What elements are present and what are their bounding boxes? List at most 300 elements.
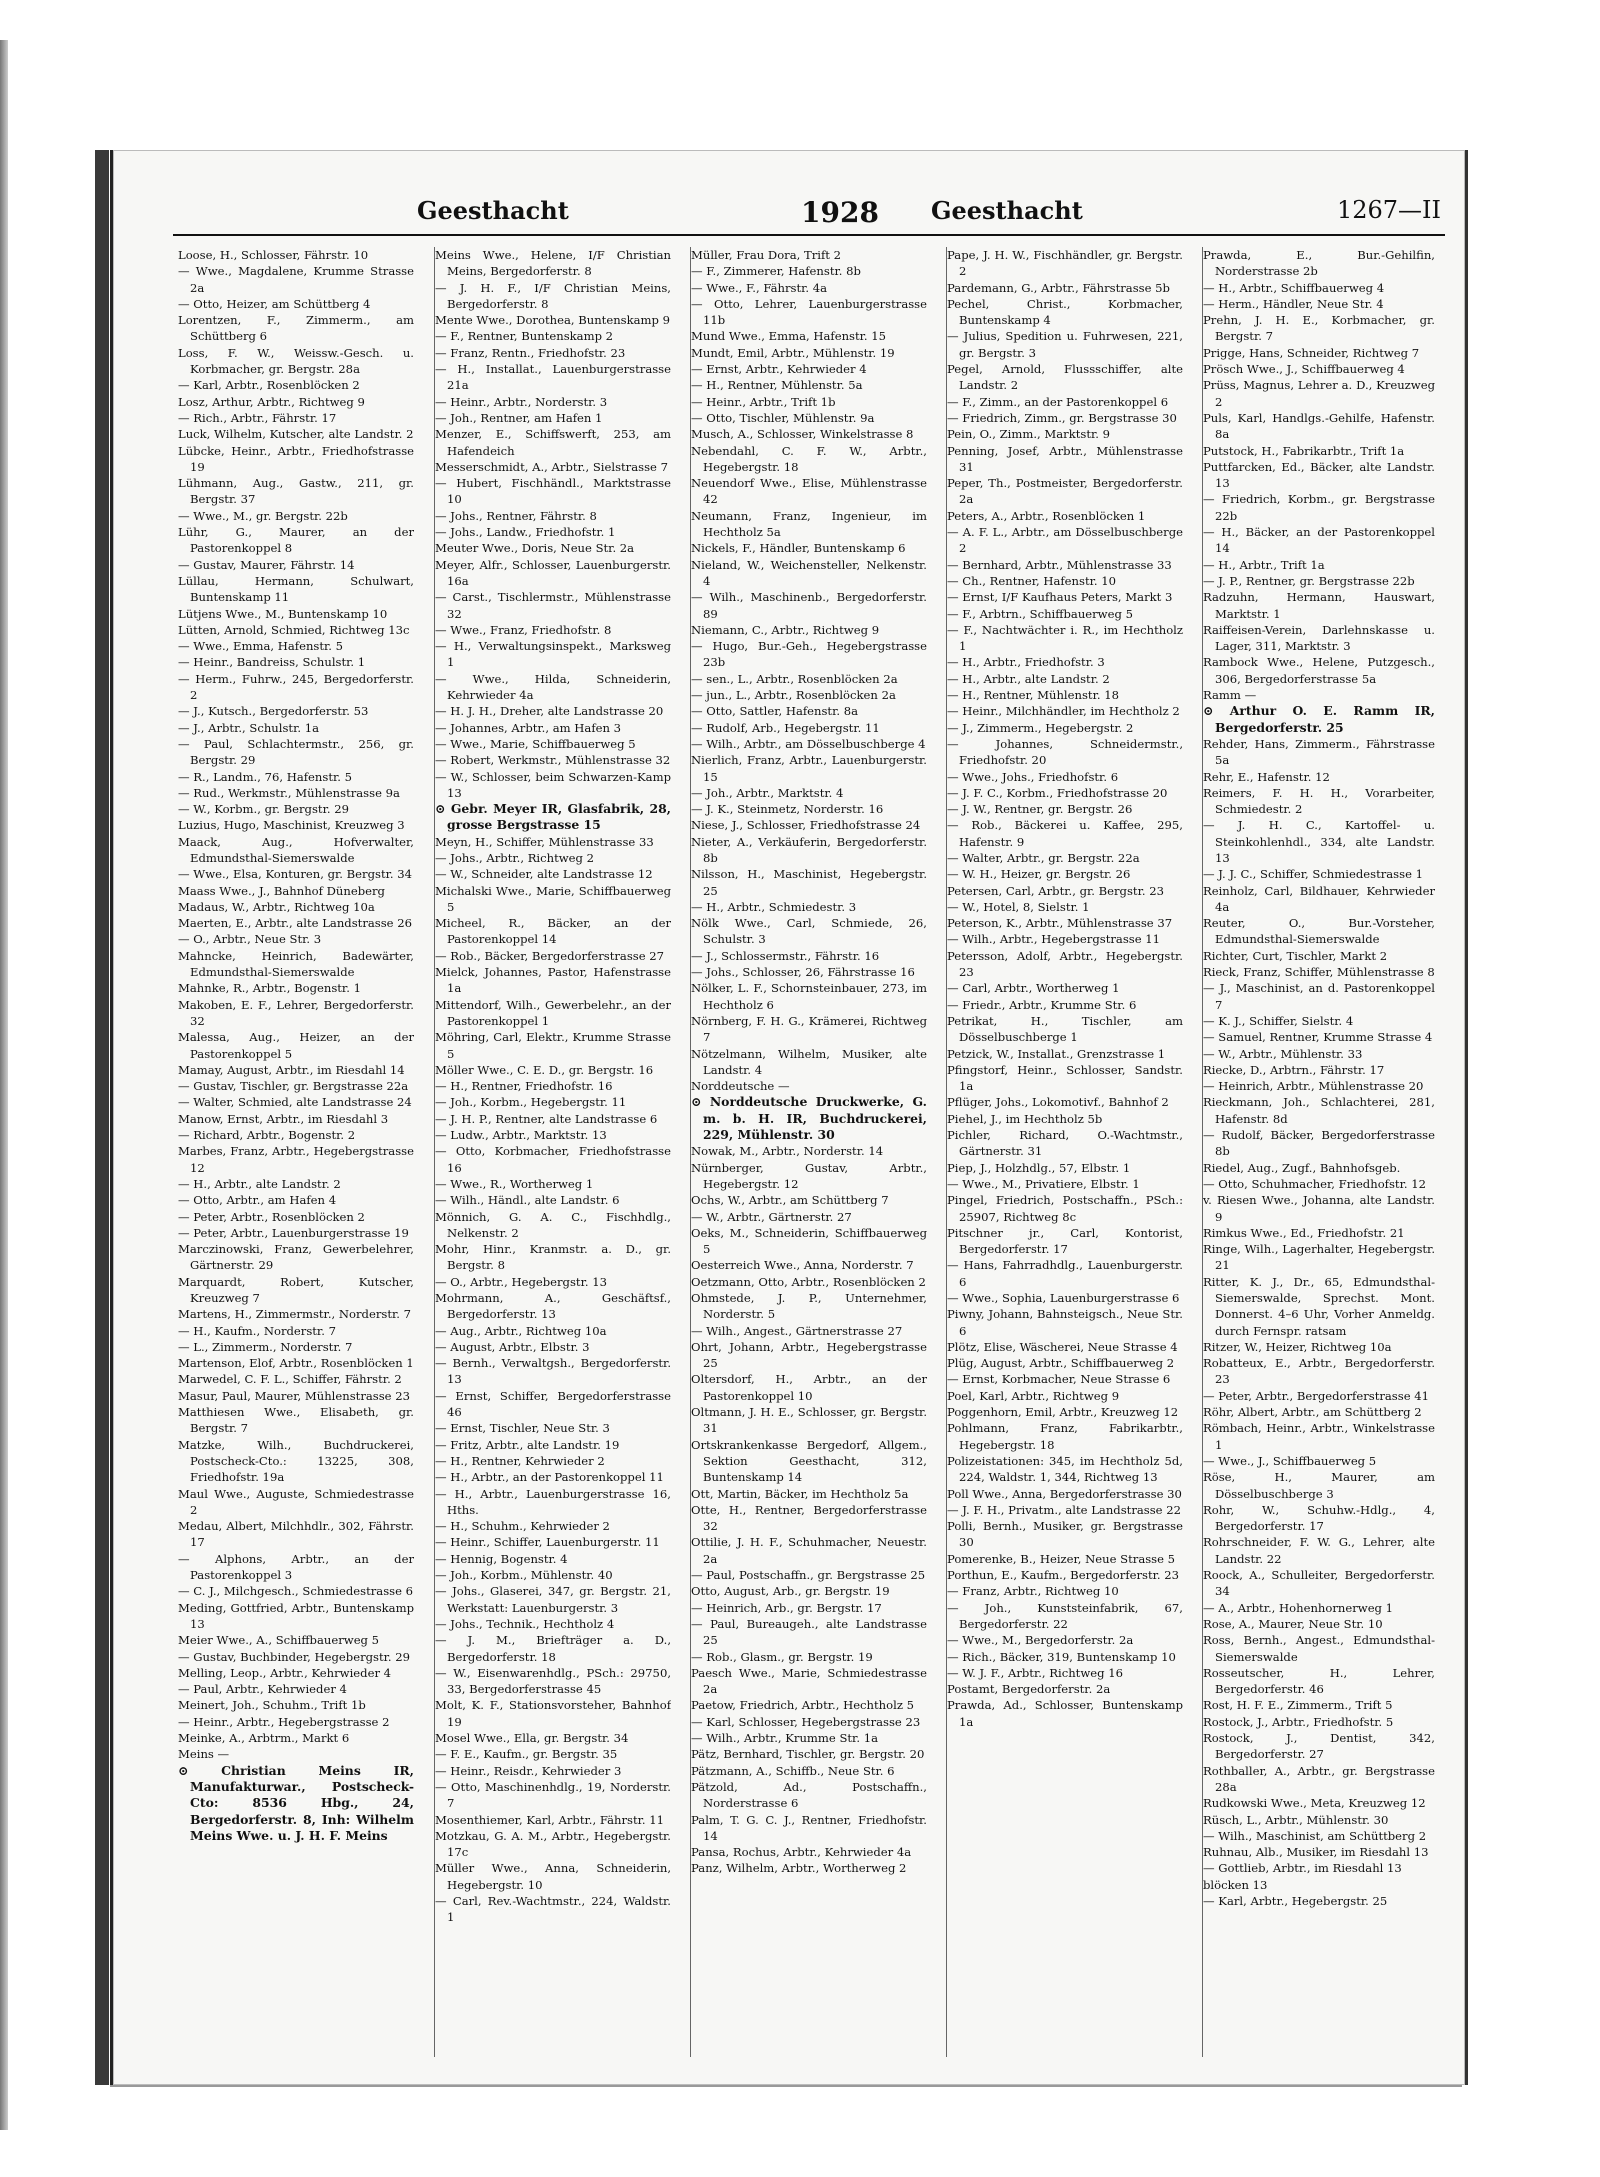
directory-entry: — H., Bäcker, an der Pastorenkoppel 14	[1203, 525, 1435, 556]
directory-entry: — H., Rentner, Mühlenstr. 18	[947, 688, 1119, 703]
directory-entry: — J. H. P., Rentner, alte Landstrasse 6	[435, 1111, 658, 1126]
directory-entry: Rostock, J., Dentist, 342, Bergedorferstr. 27	[1203, 1731, 1435, 1762]
directory-entry: — Ernst, Korbmacher, Neue Strasse 6	[947, 1372, 1171, 1387]
header-town-left: Geesthacht	[417, 196, 569, 225]
directory-entry: — Johs., Glaserei, 347, gr. Bergstr. 21, Werkstatt: Lauenburgerstr. 3	[435, 1584, 671, 1615]
directory-entry: Martens, H., Zimmermstr., Norderstr. 7	[178, 1307, 411, 1322]
column-4	[946, 247, 1183, 2057]
directory-entry: Piwny, Johann, Bahnsteigsch., Neue Str. 6	[947, 1307, 1183, 1338]
directory-entry: Paetow, Friedrich, Arbtr., Hechtholz 5	[691, 1698, 915, 1713]
directory-entry: — H., Installat., Lauenburgerstrasse 21a	[435, 362, 671, 393]
directory-entry: — Samuel, Rentner, Krumme Strasse 4	[1203, 1030, 1433, 1045]
directory-entry: Ringe, Wilh., Lagerhalter, Hegebergstr. 21	[1203, 1242, 1435, 1273]
directory-entry: Maack, Aug., Hofverwalter, Edmundsthal-Siemerswalde	[178, 834, 414, 865]
directory-entry: Oeks, M., Schneiderin, Schiffbauerweg 5	[691, 1225, 927, 1257]
directory-entry: — H., Rentner, Kehrwieder 2	[435, 1453, 605, 1468]
directory-entry: — Hugo, Bur.-Geh., Hegebergstrasse 23b	[691, 639, 927, 670]
directory-entry: — Herm., Fuhrw., 245, Bergedorferstr. 2	[178, 671, 414, 703]
directory-entry: Maul Wwe., Auguste, Schmiedestrasse 2	[178, 1486, 414, 1517]
page-bottom-edge	[110, 2085, 1462, 2087]
directory-entry: Marbes, Franz, Arbtr., Hegebergstrasse 12	[178, 1144, 414, 1175]
directory-entry: — Richard, Arbtr., Bogenstr. 2	[178, 1128, 356, 1143]
directory-entry: Meyn, H., Schiffer, Mühlenstrasse 33	[435, 834, 654, 849]
directory-entry: Pegel, Arnold, Flussschiffer, alte Landstr. 2	[947, 362, 1183, 393]
directory-entry: Petersson, Adolf, Arbtr., Hegebergstr. 23	[947, 948, 1183, 980]
directory-entry: — L., Zimmerm., Norderstr. 7	[178, 1339, 353, 1354]
directory-entry: — Heinr., Reisdr., Kehrwieder 3	[435, 1763, 622, 1778]
directory-entry: Lüllau, Hermann, Schulwart, Buntenskamp 11	[178, 573, 414, 605]
directory-entry: — H., Arbtr., Friedhofstr. 3	[947, 655, 1105, 670]
directory-entry: — Ernst, Tischler, Neue Str. 3	[435, 1421, 610, 1436]
directory-entry: ⊙ Gebr. Meyer IR, Glasfabrik, 28, grosse Bergstrasse 15	[435, 801, 671, 833]
directory-entry: Meins Wwe., Helene, I/F Christian Meins, Bergedorferstr. 8	[435, 248, 671, 279]
directory-entry: — Wwe., R., Wortherweg 1	[435, 1176, 594, 1191]
directory-entry: Pechel, Christ., Korbmacher, Buntenskamp 4	[947, 296, 1183, 328]
directory-entry: — J. P., Rentner, gr. Bergstrasse 22b	[1203, 573, 1415, 588]
directory-entry: Petersen, Carl, Arbtr., gr. Bergstr. 23	[947, 883, 1164, 898]
directory-entry: Peper, Th., Postmeister, Bergedorferstr. 2a	[947, 476, 1183, 507]
directory-entry: — Joh., Arbtr., Marktstr. 4	[691, 785, 844, 800]
directory-entry: — Paul, Postschaffn., gr. Bergstrasse 25	[691, 1568, 926, 1583]
directory-entry: Prawda, E., Bur.-Gehilfin, Norderstrasse 2b	[1203, 248, 1435, 279]
directory-entry: Plüg, August, Arbtr., Schiffbauerweg 2	[947, 1356, 1175, 1371]
directory-entry: Marwedel, C. F. L., Schiffer, Fährstr. 2	[178, 1372, 402, 1387]
directory-entry: — F. E., Kaufm., gr. Bergstr. 35	[435, 1747, 618, 1762]
directory-entry: Meuter Wwe., Doris, Neue Str. 2a	[435, 541, 635, 556]
directory-entry: — A. F. L., Arbtr., am Dösselbuschberge 2	[947, 525, 1183, 556]
directory-entry: — Rudolf, Arb., Hegebergstr. 11	[691, 720, 880, 735]
directory-entry: Mamay, August, Arbtr., im Riesdahl 14	[178, 1062, 405, 1077]
directory-entry: Rost, H. F. E., Zimmerm., Trift 5	[1203, 1698, 1393, 1713]
directory-entry: Mohr, Hinr., Kranmstr. a. D., gr. Bergstr. 8	[435, 1242, 671, 1273]
directory-entry: — W., Korbm., gr. Bergstr. 29	[178, 802, 349, 817]
directory-entry: — H. J. H., Dreher, alte Landstrasse 20	[435, 704, 664, 719]
directory-entry: — Friedr., Arbtr., Krumme Str. 6	[947, 997, 1137, 1012]
directory-entry: — Walter, Arbtr., gr. Bergstr. 22a	[947, 850, 1140, 865]
directory-entry: Panz, Wilhelm, Arbtr., Wortherweg 2	[691, 1861, 907, 1876]
directory-entry: Nowak, M., Arbtr., Norderstr. 14	[691, 1144, 884, 1159]
column-1	[178, 247, 414, 2057]
directory-entry: — Heinrich, Arb., gr. Bergstr. 17	[691, 1600, 882, 1615]
directory-entry: — Friedrich, Korbm., gr. Bergstrasse 22b	[1203, 492, 1435, 523]
directory-entry: Loss, F. W., Weissw.-Gesch. u. Korbmacher, gr. Bergstr. 28a	[178, 345, 414, 377]
directory-entry: — Rob., Glasm., gr. Bergstr. 19	[691, 1649, 873, 1664]
directory-entry: Ochs, W., Arbtr., am Schüttberg 7	[691, 1193, 889, 1208]
directory-entry: Oetzmann, Otto, Arbtr., Rosenblöcken 2	[691, 1274, 926, 1289]
directory-entry: — Peter, Arbtr., Bergedorferstrasse 41	[1203, 1388, 1430, 1403]
directory-entry: — Heinrich, Arbtr., Mühlenstrasse 20	[1203, 1079, 1424, 1094]
directory-entry: Matthiesen Wwe., Elisabeth, gr. Bergstr. 7	[178, 1405, 414, 1436]
directory-entry: — Johs., Rentner, Fährstr. 8	[435, 508, 597, 523]
directory-entry: Reinholz, Carl, Bildhauer, Kehrwieder 4a	[1203, 883, 1435, 914]
directory-entry: Masur, Paul, Maurer, Mühlenstrasse 23	[178, 1388, 410, 1403]
directory-entry: Reuter, O., Bur.-Vorsteher, Edmundsthal-Siemerswalde	[1203, 916, 1435, 947]
directory-entry: Piep, J., Holzhdlg., 57, Elbstr. 1	[947, 1160, 1131, 1175]
directory-entry: Mundt, Emil, Arbtr., Mühlenstr. 19	[691, 345, 895, 360]
directory-entry: — Karl, Arbtr., Rosenblöcken 2	[178, 378, 360, 393]
directory-entry: Müller, Frau Dora, Trift 2	[691, 248, 841, 262]
directory-entry: Marczinowski, Franz, Gewerbelehrer, Gärtnerstr. 29	[178, 1242, 414, 1273]
directory-entry: Nilsson, H., Maschinist, Hegebergstr. 25	[691, 867, 927, 898]
directory-entry: — Otto, Tischler, Mühlenstr. 9a	[691, 410, 875, 425]
directory-entry: Pingel, Friedrich, Postschaffn., PSch.: 25907, Richtweg 8c	[947, 1193, 1183, 1224]
directory-entry: — W., Arbtr., Mühlenstr. 33	[1203, 1046, 1363, 1061]
directory-entry: Lorentzen, F., Zimmerm., am Schüttberg 6	[178, 313, 414, 344]
directory-entry: Postamt, Bergedorferstr. 2a	[947, 1682, 1111, 1697]
page-header	[173, 196, 1445, 236]
directory-entry: — Ch., Rentner, Hafenstr. 10	[947, 573, 1116, 588]
directory-entry: Lübcke, Heinr., Arbtr., Friedhofstrasse 19	[178, 443, 414, 474]
directory-entry: Luzius, Hugo, Maschinist, Kreuzweg 3	[178, 818, 405, 833]
directory-entry: — Rob., Bäcker, Bergedorferstrasse 27	[435, 948, 665, 963]
directory-entry: Möller Wwe., C. E. D., gr. Bergstr. 16	[435, 1062, 654, 1077]
directory-entry: — H., Arbtr., Schmiedestr. 3	[691, 899, 857, 914]
directory-entry: — H., Schuhm., Kehrwieder 2	[435, 1519, 610, 1534]
directory-entry: — Otto, Lehrer, Lauenburgerstrasse 11b	[691, 296, 927, 328]
directory-entry: Mosenthiemer, Karl, Arbtr., Fährstr. 11	[435, 1812, 665, 1827]
directory-entry: Puls, Karl, Handlgs.-Gehilfe, Hafenstr. 8a	[1203, 410, 1435, 442]
directory-entry: — Otto, Maschinenhdlg., 19, Norderstr. 7	[435, 1779, 671, 1811]
directory-entry: Raiffeisen-Verein, Darlehnskasse u. Lager, 311, Marktstr. 3	[1203, 622, 1435, 654]
directory-entry: Nickels, F., Händler, Buntenskamp 6	[691, 541, 906, 556]
directory-entry: Paesch Wwe., Marie, Schmiedestrasse 2a	[691, 1665, 927, 1697]
directory-entry: — Joh., Korbm., Mühlenstr. 40	[435, 1568, 613, 1583]
directory-entry: — Bernh., Verwaltgsh., Bergedorferstr. 13	[435, 1356, 671, 1387]
directory-entry: — Wwe., Marie, Schiffbauerweg 5	[435, 736, 636, 751]
directory-entry: Nierlich, Franz, Arbtr., Lauenburgerstr. 15	[691, 753, 927, 784]
directory-entry: Ritzer, W., Heizer, Richtweg 10a	[1203, 1339, 1392, 1354]
directory-entry: — Rich., Bäcker, 319, Buntenskamp 10	[947, 1649, 1176, 1664]
directory-entry: Rehr, E., Hafenstr. 12	[1203, 769, 1330, 784]
directory-entry: — H., Rentner, Mühlenstr. 5a	[691, 378, 863, 393]
directory-entry: v. Riesen Wwe., Johanna, alte Landstr. 9	[1203, 1193, 1435, 1224]
directory-entry: Medau, Albert, Milchhdlr., 302, Fährstr. 17	[178, 1519, 414, 1550]
directory-entry: — Carl, Rev.-Wachtmstr., 224, Waldstr. 1	[435, 1893, 671, 1925]
directory-entry: Rehder, Hans, Zimmerm., Fährstrasse 5a	[1203, 736, 1435, 768]
directory-entry: — O., Arbtr., Neue Str. 3	[178, 932, 322, 947]
directory-entry: Losz, Arthur, Arbtr., Richtweg 9	[178, 394, 365, 409]
directory-entry: — W. J. F., Arbtr., Richtweg 16	[947, 1665, 1123, 1680]
directory-entry: — J., Schlossermstr., Fährstr. 16	[691, 948, 880, 963]
directory-entry: — Johs., Arbtr., Richtweg 2	[435, 850, 595, 865]
directory-entry: — F., Zimmerer, Hafenstr. 8b	[691, 264, 861, 279]
directory-entry: Mielck, Johannes, Pastor, Hafenstrasse 1a	[435, 965, 671, 996]
directory-entry: — Walter, Schmied, alte Landstrasse 24	[178, 1095, 412, 1110]
directory-entry: Neuendorf Wwe., Elise, Mühlenstrasse 42	[691, 476, 927, 507]
directory-entry: — Gustav, Maurer, Fährstr. 14	[178, 557, 355, 572]
directory-entry: Pätzmann, A., Schiffb., Neue Str. 6	[691, 1763, 895, 1778]
directory-entry: Peters, A., Arbtr., Rosenblöcken 1	[947, 508, 1146, 523]
column-5	[1202, 247, 1435, 2057]
directory-entry: Rambock Wwe., Helene, Putzgesch., 306, Bergedorferstrasse 5a	[1203, 655, 1435, 686]
directory-entry: — Rud., Werkmstr., Mühlenstrasse 9a	[178, 785, 400, 800]
directory-entry: — Franz, Rentn., Friedhofstr. 23	[435, 345, 626, 360]
directory-entry: Rudkowski Wwe., Meta, Kreuzweg 12	[1203, 1796, 1426, 1811]
directory-entry: — Wwe., M., gr. Bergstr. 22b	[178, 508, 348, 523]
column-2	[434, 247, 671, 2057]
directory-entry: — Hans, Fahrradhdlg., Lauenburgerstr. 6	[947, 1258, 1183, 1289]
directory-entry: Rimkus Wwe., Ed., Friedhofstr. 21	[1203, 1225, 1405, 1240]
directory-entry: — Ernst, Schiffer, Bergedorferstrasse 46	[435, 1388, 671, 1420]
directory-entry: — J., Kutsch., Bergedorferstr. 53	[178, 704, 369, 719]
directory-entry: Maerten, E., Arbtr., alte Landstrasse 26	[178, 916, 412, 931]
directory-entry: Mahnke, R., Arbtr., Bogenstr. 1	[178, 981, 361, 996]
directory-entry: Poel, Karl, Arbtr., Richtweg 9	[947, 1388, 1120, 1403]
directory-entry: Peterson, K., Arbtr., Mühlenstrasse 37	[947, 916, 1173, 931]
directory-entry: Otto, August, Arb., gr. Bergstr. 19	[691, 1584, 890, 1599]
directory-entry: — Joh., Rentner, am Hafen 1	[435, 410, 603, 425]
directory-entry: — Fritz, Arbtr., alte Landstr. 19	[435, 1437, 620, 1452]
directory-entry: Röhr, Albert, Arbtr., am Schüttberg 2	[1203, 1405, 1422, 1420]
directory-entry: — A., Arbtr., Hohenhornerweg 1	[1203, 1600, 1394, 1615]
directory-entry: — Johs., Schlosser, 26, Fährstrasse 16	[691, 965, 915, 980]
directory-entry: Rüsch, L., Arbtr., Mühlenstr. 30	[1203, 1812, 1389, 1827]
directory-entry: — Joh., Korbm., Hegebergstr. 11	[435, 1095, 627, 1110]
directory-entry: — Johannes, Schneidermstr., Friedhofstr. 20	[947, 736, 1183, 768]
directory-entry: Loose, H., Schlosser, Fährstr. 10	[178, 248, 369, 262]
directory-entry: Ortskrankenkasse Bergedorf, Allgem., Sektion Geesthacht, 312, Buntenskamp 14	[691, 1437, 927, 1485]
directory-entry: — K. J., Schiffer, Sielstr. 4	[1203, 1013, 1354, 1028]
directory-entry: Ohmstede, J. P., Unternehmer, Norderstr. 5	[691, 1291, 927, 1322]
directory-entry: Piehel, J., im Hechtholz 5b	[947, 1111, 1103, 1126]
directory-entry: — Wwe., M., Privatiere, Elbstr. 1	[947, 1176, 1140, 1191]
directory-entry: — Hennig, Bogenstr. 4	[435, 1551, 568, 1566]
directory-entry: Riedel, Aug., Zugf., Bahnhofsgeb.	[1203, 1160, 1401, 1175]
directory-entry: ⊙ Arthur O. E. Ramm IR, Bergedorferstr. 25	[1203, 703, 1435, 735]
directory-entry: — Heinr., Milchhändler, im Hechtholz 2	[947, 704, 1180, 719]
directory-entry: Lühr, G., Maurer, an der Pastorenkoppel 8	[178, 525, 414, 556]
directory-entry: Meier Wwe., A., Schiffbauerweg 5	[178, 1633, 380, 1648]
directory-entry: — Wilh., Maschinenb., Bergedorferstr. 89	[691, 590, 927, 621]
directory-entry: — F., Rentner, Buntenskamp 2	[435, 329, 614, 344]
directory-entry: — Ludw., Arbtr., Marktstr. 13	[435, 1128, 607, 1143]
directory-entry: — Paul, Bureaugeh., alte Landstrasse 25	[691, 1616, 927, 1648]
directory-entry: Otte, H., Rentner, Bergedorferstrasse 32	[691, 1502, 927, 1534]
directory-entry: Mohrmann, A., Geschäftsf., Bergedorferstr. 13	[435, 1291, 671, 1322]
directory-entry: Porthun, E., Kaufm., Bergedorferstr. 23	[947, 1568, 1180, 1583]
book-gutter	[95, 150, 109, 2085]
directory-entry: Römbach, Heinr., Arbtr., Winkelstrasse 1	[1203, 1421, 1435, 1452]
directory-entry: Müller Wwe., Anna, Schneiderin, Hegebergstr. 10	[435, 1861, 671, 1892]
directory-entry: Makoben, E. F., Lehrer, Bergedorferstr. 32	[178, 997, 414, 1028]
directory-entry: — Heinr., Arbtr., Trift 1b	[691, 394, 836, 409]
directory-entry: Luck, Wilhelm, Kutscher, alte Landstr. 2	[178, 427, 414, 442]
directory-entry: Roock, A., Schulleiter, Bergedorferstr. 34	[1203, 1568, 1435, 1599]
directory-entry: Rieckmann, Joh., Schlachterei, 281, Hafenstr. 8d	[1203, 1095, 1435, 1126]
directory-entry: — Peter, Arbtr., Lauenburgerstrasse 19	[178, 1225, 409, 1240]
directory-entry: Ramm —	[1203, 688, 1257, 703]
directory-entry: — Paul, Schlachtermstr., 256, gr. Bergstr. 29	[178, 736, 414, 768]
directory-entry: Menzer, E., Schiffswerft, 253, am Hafendeich	[435, 427, 671, 458]
directory-entry: Maass Wwe., J., Bahnhof Düneberg	[178, 883, 385, 898]
directory-entry: — Johannes, Arbtr., am Hafen 3	[435, 720, 622, 735]
directory-entry: Riecke, D., Arbtrn., Fährstr. 17	[1203, 1062, 1385, 1077]
directory-entry: Ohrt, Johann, Arbtr., Hegebergstrasse 25	[691, 1339, 927, 1371]
directory-entry: Niemann, C., Arbtr., Richtweg 9	[691, 622, 880, 637]
directory-entry: Ottilie, J. H. F., Schuhmacher, Neuestr. 2a	[691, 1535, 927, 1566]
directory-entry: — W., Arbtr., Gärtnerstr. 27	[691, 1209, 852, 1224]
directory-entry: — August, Arbtr., Elbstr. 3	[435, 1339, 590, 1354]
directory-entry: — Aug., Arbtr., Richtweg 10a	[435, 1323, 607, 1338]
directory-entry: Ruhnau, Alb., Musiker, im Riesdahl 13	[1203, 1845, 1429, 1860]
directory-entry: Musch, A., Schlosser, Winkelstrasse 8	[691, 427, 914, 442]
directory-entry: — J. J. C., Schiffer, Schmiedestrasse 1	[1203, 867, 1424, 882]
directory-entry: Prigge, Hans, Schneider, Richtweg 7	[1203, 345, 1420, 360]
directory-entry: — Wilh., Arbtr., Krumme Str. 1a	[691, 1731, 878, 1746]
directory-entry: — J., Arbtr., Schulstr. 1a	[178, 720, 320, 735]
directory-entry: blöcken 13	[1203, 1877, 1268, 1892]
directory-entry: — W., Schneider, alte Landstrasse 12	[435, 867, 653, 882]
directory-entry: Mosel Wwe., Ella, gr. Bergstr. 34	[435, 1731, 629, 1746]
directory-entry: — sen., L., Arbtr., Rosenblöcken 2a	[691, 671, 898, 686]
directory-entry: Michalski Wwe., Marie, Schiffbauerweg 5	[435, 883, 671, 914]
directory-entry: Matzke, Wilh., Buchdruckerei, Postscheck-Cto.: 13225, 308, Friedhofstr. 19a	[178, 1437, 414, 1485]
directory-entry: — O., Arbtr., Hegebergstr. 13	[435, 1274, 607, 1289]
directory-entry: — Heinr., Arbtr., Hegebergstrasse 2	[178, 1714, 390, 1729]
directory-entry: Nieland, W., Weichensteller, Nelkenstr. 4	[691, 557, 927, 588]
directory-entry: Pohlmann, Franz, Fabrikarbtr., Hegebergstr. 18	[947, 1421, 1183, 1452]
directory-entry: — Rudolf, Bäcker, Bergedorferstrasse 8b	[1203, 1128, 1435, 1159]
directory-entry: Putstock, H., Fabrikarbtr., Trift 1a	[1203, 443, 1405, 458]
directory-entry: Meins —	[178, 1747, 230, 1762]
directory-entry: — H., Rentner, Friedhofstr. 16	[435, 1079, 613, 1094]
directory-entry: Röse, H., Maurer, am Dösselbuschberge 3	[1203, 1470, 1435, 1501]
directory-entry: — Joh., Kunststeinfabrik, 67, Bergedorferstr. 22	[947, 1600, 1183, 1631]
directory-entry: — H., Arbtr., alte Landstr. 2	[947, 671, 1110, 686]
directory-entry: — H., Arbtr., alte Landstr. 2	[178, 1176, 341, 1191]
directory-entry: — Karl, Arbtr., Hegebergstr. 25	[1203, 1893, 1388, 1908]
directory-entry: Möhring, Carl, Elektr., Krumme Strasse 5	[435, 1030, 671, 1061]
directory-entry: — Heinr., Arbtr., Norderstr. 3	[435, 394, 608, 409]
directory-entry: Meinert, Joh., Schuhm., Trift 1b	[178, 1698, 366, 1713]
directory-entry: — Bernhard, Arbtr., Mühlenstrasse 33	[947, 557, 1172, 572]
directory-entry: Mente Wwe., Dorothea, Buntenskamp 9	[435, 313, 671, 328]
directory-entry: Plötz, Elise, Wäscherei, Neue Strasse 4	[947, 1339, 1178, 1354]
directory-entry: Nürnberger, Gustav, Arbtr., Hegebergstr. 12	[691, 1160, 927, 1191]
directory-entry: Rohrschneider, F. W. G., Lehrer, alte Landstr. 22	[1203, 1535, 1435, 1566]
directory-entry: Lühmann, Aug., Gastw., 211, gr. Bergstr. 37	[178, 476, 414, 507]
directory-entry: Malessa, Aug., Heizer, an der Pastorenkoppel 5	[178, 1030, 414, 1061]
directory-entry: — Rich., Arbtr., Fährstr. 17	[178, 410, 337, 425]
directory-entry: — Friedrich, Zimm., gr. Bergstrasse 30	[947, 410, 1177, 425]
directory-entry: Ritter, K. J., Dr., 65, Edmundsthal-Siemerswalde, Sprechst. Mont. Donnerst. 4–6 Uhr, Vorher Anmeldg. durch Fernspr. ratsam	[1203, 1274, 1435, 1338]
directory-entry: — Wwe., M., Bergedorferstr. 2a	[947, 1633, 1134, 1648]
directory-entry: Puttfarcken, Ed., Bäcker, alte Landstr. 13	[1203, 459, 1435, 491]
directory-entry: — Carl, Arbtr., Wortherweg 1	[947, 981, 1120, 996]
directory-entry: — H., Arbtr., an der Pastorenkoppel 11	[435, 1470, 664, 1485]
directory-entry: — Johs., Landw., Friedhofstr. 1	[435, 525, 616, 540]
directory-entry: ⊙ Norddeutsche Druckwerke, G. m. b. H. IR, Buchdruckerei, 229, Mühlenstr. 30	[691, 1094, 927, 1143]
directory-entry: Nölk Wwe., Carl, Schmiede, 26, Schulstr. 3	[691, 916, 927, 947]
directory-entry: Prösch Wwe., J., Schiffbauerweg 4	[1203, 362, 1405, 377]
header-year: 1928	[801, 196, 879, 229]
directory-entry: — Wwe., Emma, Hafenstr. 5	[178, 639, 344, 654]
directory-entry: — Wwe., Franz, Friedhofstr. 8	[435, 622, 612, 637]
directory-entry: Pfingstorf, Heinr., Schlosser, Sandstr. 1a	[947, 1062, 1183, 1094]
directory-entry: Rothballer, A., Arbtr., gr. Bergstrasse 28a	[1203, 1763, 1435, 1794]
directory-entry: — F., Arbtrn., Schiffbauerweg 5	[947, 606, 1133, 621]
directory-entry: — Wwe., J., Schiffbauerweg 5	[1203, 1453, 1377, 1468]
directory-entry: — Wilh., Arbtr., Hegebergstrasse 11	[947, 932, 1161, 947]
directory-entry: ⊙ Christian Meins IR, Manufakturwar., Postscheck-Cto: 8536 Hbg., 24, Bergedorferstr. 8, Inh: Wilhelm Meins Wwe. u. J. H. F. Meins	[178, 1762, 414, 1843]
directory-entry: — Wwe., Hilda, Schneiderin, Kehrwieder 4a	[435, 671, 671, 703]
directory-entry: — Robert, Werkmstr., Mühlenstrasse 32	[435, 753, 671, 768]
directory-entry: Meinke, A., Arbtrm., Markt 6	[178, 1731, 350, 1746]
directory-entry: — R., Landm., 76, Hafenstr. 5	[178, 769, 353, 784]
directory-entry: — J. F. H., Privatm., alte Landstrasse 22	[947, 1502, 1181, 1517]
directory-entry: Madaus, W., Arbtr., Richtweg 10a	[178, 899, 375, 914]
directory-entry: Rosseutscher, H., Lehrer, Bergedorferstr. 46	[1203, 1665, 1435, 1697]
directory-entry: — F., Nachtwächter i. R., im Hechtholz 1	[947, 622, 1183, 654]
directory-entry: Radzuhn, Hermann, Hauswart, Marktstr. 1	[1203, 590, 1435, 621]
directory-entry: Mahncke, Heinrich, Badewärter, Edmundsthal-Siemerswalde	[178, 948, 414, 980]
directory-entry: Oesterreich Wwe., Anna, Norderstr. 7	[691, 1258, 914, 1273]
directory-entry: — Carst., Tischlermstr., Mühlenstrasse 32	[435, 590, 671, 621]
directory-entry: — W., Eisenwarenhdlg., PSch.: 29750, 33, Bergedorferstrasse 45	[435, 1665, 671, 1697]
directory-entry: — J. K., Steinmetz, Norderstr. 16	[691, 802, 884, 817]
directory-entry: — H., Arbtr., Trift 1a	[1203, 557, 1325, 572]
directory-entry: Molt, K. F., Stationsvorsteher, Bahnhof 19	[435, 1698, 671, 1729]
directory-entry: Poggenhorn, Emil, Arbtr., Kreuzweg 12	[947, 1405, 1179, 1420]
directory-entry: Norddeutsche —	[691, 1079, 790, 1094]
directory-entry: — Rob., Bäckerei u. Kaffee, 295, Hafenstr. 9	[947, 818, 1183, 849]
directory-entry: — H., Kaufm., Norderstr. 7	[178, 1323, 336, 1338]
directory-columns	[178, 247, 1458, 2057]
directory-entry: — J. H. F., I/F Christian Meins, Bergedorferstr. 8	[435, 280, 671, 311]
directory-entry: Penning, Josef, Arbtr., Mühlenstrasse 31	[947, 443, 1183, 474]
directory-entry: Motzkau, G. A. M., Arbtr., Hegebergstr. 17c	[435, 1828, 671, 1860]
left-page-edge	[0, 40, 8, 2130]
directory-entry: — J., Maschinist, an d. Pastorenkoppel 7	[1203, 981, 1435, 1012]
directory-entry: — J. M., Briefträger a. D., Bergedorferstr. 18	[435, 1633, 671, 1664]
directory-entry: — C. J., Milchgesch., Schmiedestrasse 6	[178, 1584, 414, 1599]
directory-entry: Nölker, L. F., Schornsteinbauer, 273, im Hechtholz 6	[691, 981, 927, 1012]
directory-entry: Pape, J. H. W., Fischhändler, gr. Bergstr. 2	[947, 248, 1183, 279]
directory-entry: Rieck, Franz, Schiffer, Mühlenstrasse 8	[1203, 965, 1435, 980]
directory-entry: Marquardt, Robert, Kutscher, Kreuzweg 7	[178, 1274, 414, 1305]
directory-entry: Pichler, Richard, O.-Wachtmstr., Gärtnerstr. 31	[947, 1128, 1183, 1159]
directory-entry: Rose, A., Maurer, Neue Str. 10	[1203, 1616, 1383, 1631]
directory-entry: Petzick, W., Installat., Grenzstrasse 1	[947, 1046, 1166, 1061]
header-town-center: Geesthacht	[931, 196, 1083, 225]
directory-entry: Poll Wwe., Anna, Bergedorferstrasse 30	[947, 1486, 1182, 1501]
directory-entry: — Otto, Schuhmacher, Friedhofstr. 12	[1203, 1176, 1426, 1191]
directory-entry: — Otto, Sattler, Hafenstr. 8a	[691, 704, 859, 719]
directory-entry: Pitschner jr., Carl, Kontorist, Bergedorferstr. 17	[947, 1225, 1183, 1257]
directory-entry: Pätzold, Ad., Postschaffn., Norderstrasse 6	[691, 1779, 927, 1811]
directory-entry: Reimers, F. H. H., Vorarbeiter, Schmiedestr. 2	[1203, 785, 1435, 817]
directory-entry: — Heinr., Schiffer, Lauenburgerstr. 11	[435, 1535, 660, 1550]
directory-entry: — jun., L., Arbtr., Rosenblöcken 2a	[691, 688, 896, 703]
directory-entry: Nebendahl, C. F. W., Arbtr., Hegebergstr. 18	[691, 443, 927, 474]
directory-entry: — Alphons, Arbtr., an der Pastorenkoppel 3	[178, 1551, 414, 1583]
directory-entry: — Heinr., Bandreiss, Schulstr. 1	[178, 655, 366, 670]
directory-entry: — Peter, Arbtr., Rosenblöcken 2	[178, 1209, 365, 1224]
directory-entry: — Julius, Spedition u. Fuhrwesen, 221, gr. Bergstr. 3	[947, 329, 1183, 360]
directory-entry: Lütjens Wwe., M., Buntenskamp 10	[178, 606, 388, 621]
directory-entry: — Wilh., Angest., Gärtnerstrasse 27	[691, 1323, 903, 1338]
directory-entry: Palm, T. G. C. J., Rentner, Friedhofstr. 14	[691, 1812, 927, 1843]
directory-entry: — Gustav, Buchbinder, Hegebergstr. 29	[178, 1649, 411, 1664]
directory-entry: Pansa, Rochus, Arbtr., Kehrwieder 4a	[691, 1845, 912, 1860]
directory-entry: Mönnich, G. A. C., Fischhdlg., Nelkenstr. 2	[435, 1209, 671, 1240]
directory-entry: Lütten, Arnold, Schmied, Richtweg 13c	[178, 622, 410, 637]
directory-entry: — Wilh., Maschinist, am Schüttberg 2	[1203, 1828, 1427, 1843]
directory-entry: Richter, Curt, Tischler, Markt 2	[1203, 948, 1388, 963]
directory-entry: — J. F. C., Korbm., Friedhofstrasse 20	[947, 785, 1168, 800]
directory-entry: Micheel, R., Bäcker, an der Pastorenkoppel 14	[435, 916, 671, 947]
directory-entry: — Wwe., F., Fährstr. 4a	[691, 280, 828, 295]
